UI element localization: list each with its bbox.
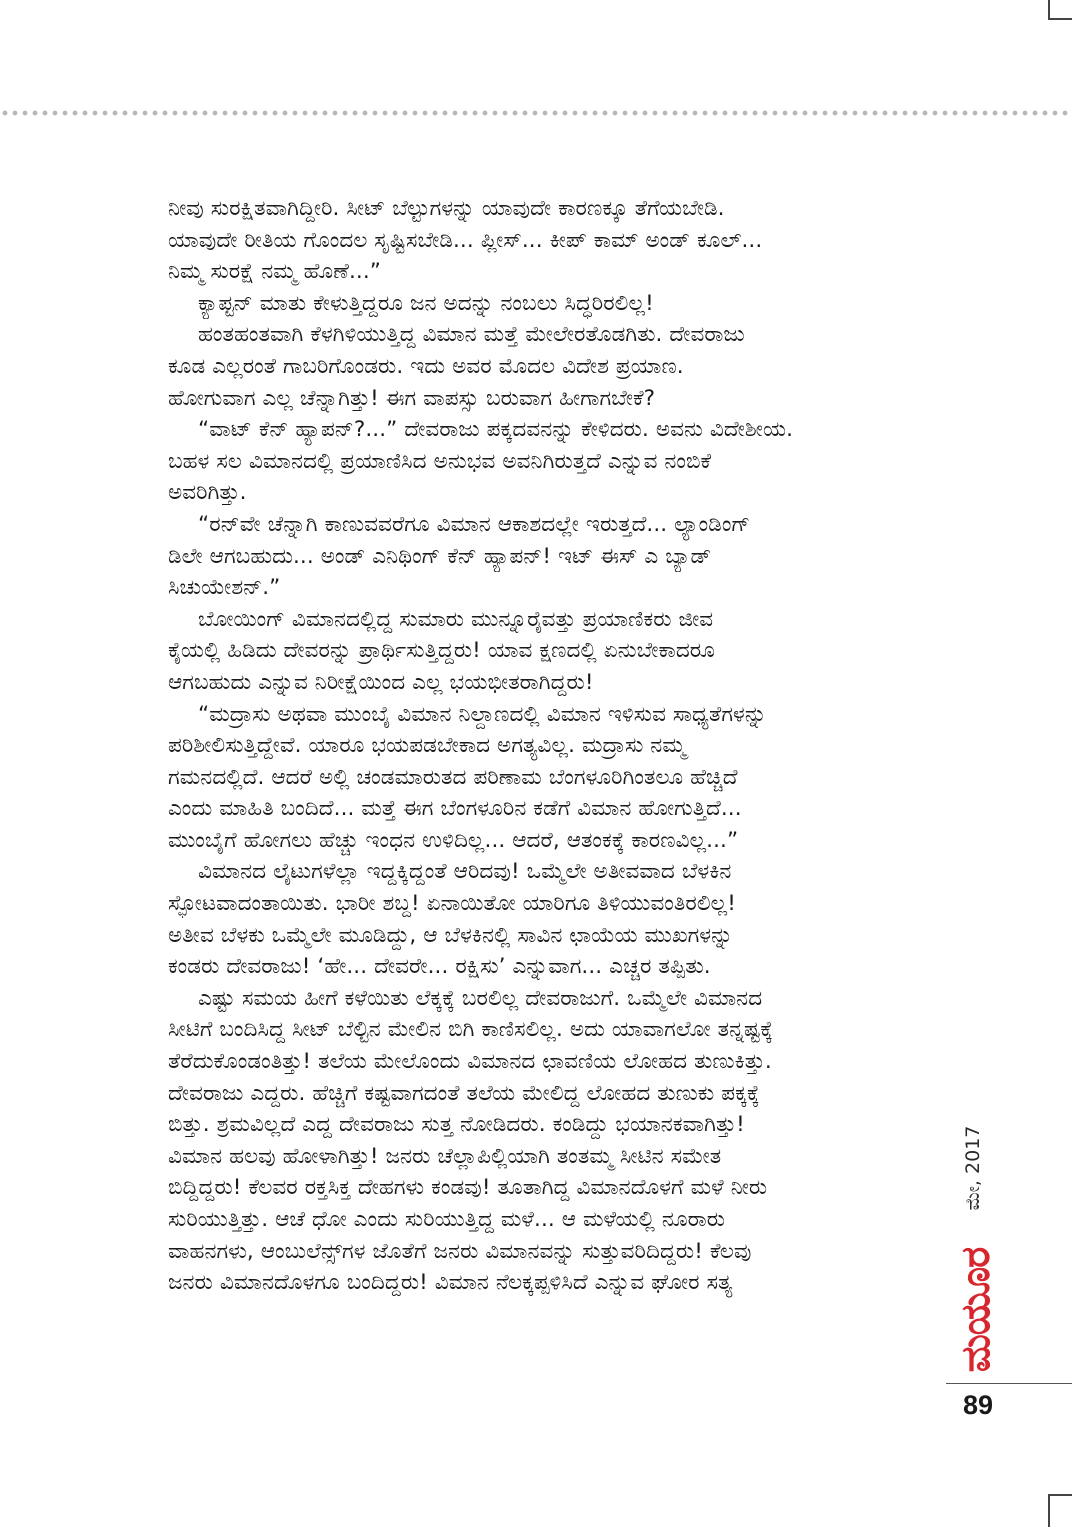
article-line: ಎಷ್ಟು ಸಮಯ ಹೀಗೆ ಕಳೆಯಿತು ಲೆಕ್ಕಕ್ಕೆ ಬರಲಿಲ್ಲ ದೇವರಾಜುಗೆ. ಒಮ್ಮೆಲೇ ವಿಮಾನದ (198, 985, 763, 1011)
article-line: ಕೈಯಲ್ಲಿ ಹಿಡಿದು ದೇವರನ್ನು ಪ್ರಾರ್ಥಿಸುತ್ತಿದ್ದರು! ಯಾವ ಕ್ಷಣದಲ್ಲಿ ಏನುಬೇಕಾದರೂ (168, 638, 716, 664)
article-line: ವಿಮಾನ ಹಲವು ಹೋಳಾಗಿತ್ತು! ಜನರು ಚೆಲ್ಲಾಪಿಲ್ಲಿಯಾಗಿ ತಂತಮ್ಮ ಸೀಟಿನ ಸಮೇತ (168, 1143, 722, 1169)
article-line: ಹಂತಹಂತವಾಗಿ ಕೆಳಗಿಳಿಯುತ್ತಿದ್ದ ವಿಮಾನ ಮತ್ತೆ ಮೇಲೇರತೊಡಗಿತು. ದೇವರಾಜು (198, 322, 745, 348)
crop-mark-bottom (1048, 1494, 1072, 1527)
article-line: ವಾಹನಗಳು, ಆಂಬುಲೆನ್ಸ್‌ಗಳ ಜೊತೆಗೆ ಜನರು ವಿಮಾನವನ್ನು ಸುತ್ತುವರಿದಿದ್ದರು! ಕೆಲವು (168, 1238, 752, 1264)
article-line: ಹೋಗುವಾಗ ಎಲ್ಲ ಚೆನ್ನಾಗಿತ್ತು! ಈಗ ವಾಪಸ್ಸು ಬರುವಾಗ ಹೀಗಾಗಬೇಕೆ? (168, 385, 656, 411)
article-line: ದೇವರಾಜು ಎದ್ದರು. ಹೆಚ್ಚಿಗೆ ಕಷ್ಟವಾಗದಂತೆ ತಲೆಯ ಮೇಲಿದ್ದ ಲೋಹದ ತುಣುಕು ಪಕ್ಕಕ್ಕೆ (168, 1080, 760, 1106)
article-line: ಪರಿಶೀಲಿಸುತ್ತಿದ್ದೇವೆ. ಯಾರೂ ಭಯಪಡಬೇಕಾದ ಅಗತ್ಯವಿಲ್ಲ. ಮದ್ರಾಸು ನಮ್ಮ (168, 733, 686, 759)
article-body (168, 193, 928, 1403)
article-line: ಕ್ಯಾಪ್ಟನ್ ಮಾತು ಕೇಳುತ್ತಿದ್ದರೂ ಜನ ಅದನ್ನು ನಂಬಲು ಸಿದ್ಧರಿರಲಿಲ್ಲ! (198, 290, 654, 316)
article-line: ಸೀಟಿಗೆ ಬಂದಿಸಿದ್ದ ಸೀಟ್ ಬೆಲ್ಟಿನ ಮೇಲಿನ ಬಿಗಿ ಕಾಣಿಸಲಿಲ್ಲ. ಅದು ಯಾವಾಗಲೋ ತನ್ನಷ್ಟಕ್ಕೆ (168, 1017, 773, 1043)
article-line: ಬಹಳ ಸಲ ವಿಮಾನದಲ್ಲಿ ಪ್ರಯಾಣಿಸಿದ ಅನುಭವ ಅವನಿಗಿರುತ್ತದೆ ಎನ್ನುವ ನಂಬಿಕೆ (168, 448, 712, 474)
article-line: “ವಾಟ್ ಕೆನ್ ಹ್ಯಾಪನ್?...” ದೇವರಾಜು ಪಕ್ಕದವನನ್ನು ಕೇಳಿದರು. ಅವನು ವಿದೇಶೀಯ. (198, 417, 794, 443)
article-line: ಕಂಡರು ದೇವರಾಜು! ‘ಹೇ... ದೇವರೇ... ರಕ್ಷಿಸು’ ಎನ್ನುವಾಗ... ಎಚ್ಚರ ತಪ್ಪಿತು. (168, 954, 711, 980)
article-line: ಬಿತ್ತು. ಶ್ರಮವಿಲ್ಲದೆ ಎದ್ದ ದೇವರಾಜು ಸುತ್ತ ನೋಡಿದರು. ಕಂಡಿದ್ದು ಭಯಾನಕವಾಗಿತ್ತು! (168, 1112, 745, 1138)
article-line: ಜನರು ವಿಮಾನದೊಳಗೂ ಬಂದಿದ್ದರು! ವಿಮಾನ ನೆಲಕ್ಕಪ್ಪಳಿಸಿದೆ ಎನ್ನುವ ಘೋರ ಸತ್ಯ (168, 1270, 733, 1296)
masthead-logo-text: ಮಯೂರ (953, 1247, 999, 1373)
article-line: ಬಿದ್ದಿದ್ದರು! ಕೆಲವರ ರಕ್ತಸಿಕ್ತ ದೇಹಗಳು ಕಂಡವು! ತೂತಾಗಿದ್ದ ವಿಮಾನದೊಳಗೆ ಮಳೆ ನೀರು (168, 1175, 768, 1201)
article-line: ಬೋಯಿಂಗ್ ವಿಮಾನದಲ್ಲಿದ್ದ ಸುಮಾರು ಮುನ್ನೂರೈವತ್ತು ಪ್ರಯಾಣಿಕರು ಜೀವ (198, 606, 714, 632)
page-number: 89 (962, 1390, 994, 1420)
article-line: “ಮದ್ರಾಸು ಅಥವಾ ಮುಂಬೈ ವಿಮಾನ ನಿಲ್ದಾಣದಲ್ಲಿ ವಿಮಾನ ಇಳಿಸುವ ಸಾಧ್ಯತೆಗಳನ್ನು (198, 701, 767, 727)
article-line: ಸುರಿಯುತ್ತಿತ್ತು. ಆಚೆ ಧೋ ಎಂದು ಸುರಿಯುತ್ತಿದ್ದ ಮಳೆ... ಆ ಮಳೆಯಲ್ಲಿ ನೂರಾರು (168, 1207, 726, 1232)
article-line: ಎಂದು ಮಾಹಿತಿ ಬಂದಿದೆ... ಮತ್ತೆ ಈಗ ಬೆಂಗಳೂರಿನ ಕಡೆಗೆ ವಿಮಾನ ಹೋಗುತ್ತಿದೆ... (168, 796, 742, 822)
article-line: ವಿಮಾನದ ಲೈಟುಗಳೆಲ್ಲಾ ಇದ್ದಕ್ಕಿದ್ದಂತೆ ಆರಿದವು! ಒಮ್ಮೆಲೇ ಅತೀವವಾದ ಬೆಳಕಿನ (198, 859, 732, 885)
article-line: ನಿಮ್ಮ ಸುರಕ್ಷೆ ನಮ್ಮ ಹೊಣೆ...” (168, 259, 382, 285)
article-line: ಅತೀವ ಬೆಳಕು ಒಮ್ಮೆಲೇ ಮೂಡಿದ್ದು, ಆ ಬೆಳಕಿನಲ್ಲಿ ಸಾವಿನ ಛಾಯೆಯ ಮುಖಗಳನ್ನು (168, 922, 733, 948)
article-line: ಅವರಿಗಿತ್ತು. (168, 480, 247, 506)
article-line: ಯಾವುದೇ ರೀತಿಯ ಗೊಂದಲ ಸೃಷ್ಟಿಸಬೇಡಿ... ಪ್ಲೀಸ್... ಕೀಪ್ ಕಾಮ್ ಅಂಡ್ ಕೂಲ್... (168, 227, 763, 253)
issue-date-text: ಮೇ, 2017 (962, 1125, 984, 1211)
article-line: ಕೂಡ ಎಲ್ಲರಂತೆ ಗಾಬರಿಗೊಂಡರು. ಇದು ಅವರ ಮೊದಲ ವಿದೇಶ ಪ್ರಯಾಣ. (168, 353, 684, 379)
crop-mark-top (1048, 0, 1072, 20)
article-line: ನೀವು ಸುರಕ್ಷಿತವಾಗಿದ್ದೀರಿ. ಸೀಟ್ ಬೆಲ್ಟುಗಳನ್ನು ಯಾವುದೇ ಕಾರಣಕ್ಕೂ ತೆಗೆಯಬೇಡಿ. (168, 196, 725, 221)
article-line: ಡಿಲೇ ಆಗಬಹುದು... ಅಂಡ್ ಎನಿಥಿಂಗ್ ಕೆನ್ ಹ್ಯಾಪನ್! ಇಟ್ ಈಸ್ ಎ ಬ್ಯಾಡ್ (168, 543, 712, 569)
page-number-rule (946, 1383, 1072, 1384)
article-line: ಸ್ಫೋಟವಾದಂತಾಯಿತು. ಭಾರೀ ಶಬ್ದ! ಏನಾಯಿತೋ ಯಾರಿಗೂ ತಿಳಿಯುವಂತಿರಲಿಲ್ಲ! (168, 891, 736, 917)
article-line: ತೆರೆದುಕೊಂಡಂತಿತ್ತು! ತಲೆಯ ಮೇಲೊಂದು ವಿಮಾನದ ಛಾವಣಿಯ ಲೋಹದ ತುಣುಕಿತ್ತು. (168, 1049, 772, 1075)
article-line: ಸಿಚುಯೇಶನ್.” (168, 575, 281, 601)
article-line: “ರನ್‌ವೇ ಚೆನ್ನಾಗಿ ಕಾಣುವವರೆಗೂ ವಿಮಾನ ಆಕಾಶದಲ್ಲೇ ಇರುತ್ತದೆ... ಲ್ಯಾಂಡಿಂಗ್ (198, 511, 751, 537)
article-line: ಆಗಬಹುದು ಎನ್ನುವ ನಿರೀಕ್ಷೆಯಿಂದ ಎಲ್ಲ ಭಯಭೀತರಾಗಿದ್ದರು! (168, 669, 594, 695)
article-line: ಗಮನದಲ್ಲಿದೆ. ಆದರೆ ಅಲ್ಲಿ ಚಂಡಮಾರುತದ ಪರಿಣಾಮ ಬೆಂಗಳೂರಿಗಿಂತಲೂ ಹೆಚ್ಚಿದೆ (168, 764, 738, 790)
article-line: ಮುಂಬೈಗೆ ಹೋಗಲು ಹೆಚ್ಚು ಇಂಧನ ಉಳಿದಿಲ್ಲ... ಆದರೆ, ಆತಂಕಕ್ಕೆ ಕಾರಣವಿಲ್ಲ...” (168, 827, 739, 853)
dotted-header-rule (0, 110, 1072, 116)
